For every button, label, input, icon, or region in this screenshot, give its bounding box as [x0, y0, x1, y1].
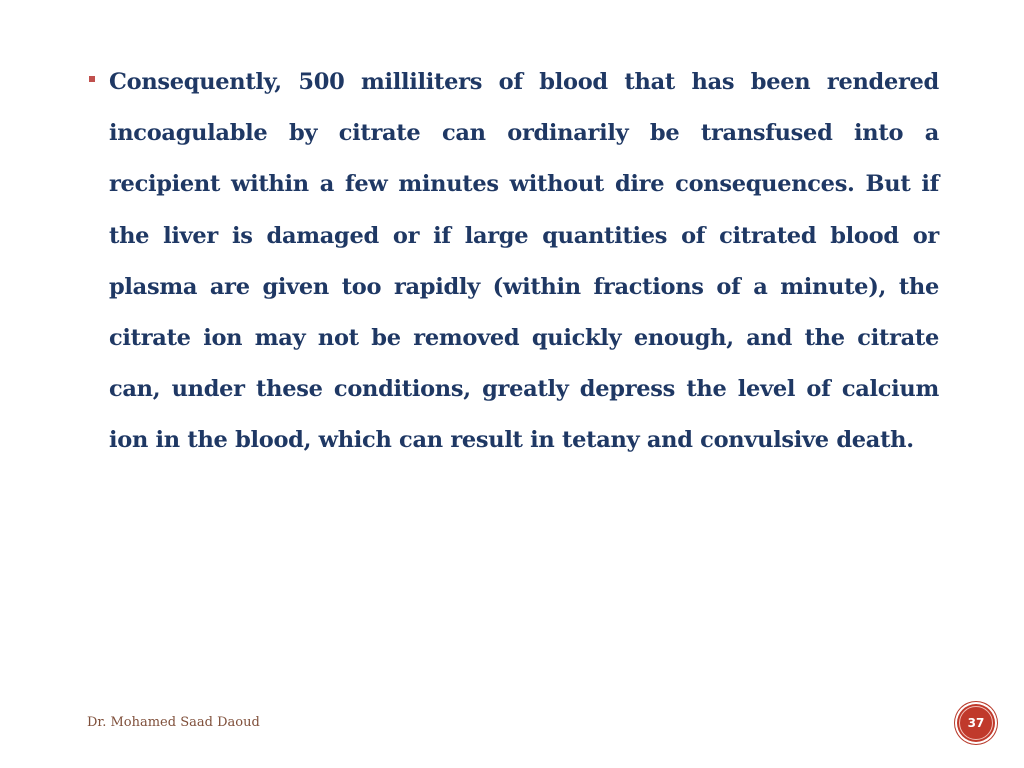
bullet-item [84, 57, 939, 467]
square-bullet-icon [89, 76, 95, 82]
page-number: 37 [959, 706, 993, 740]
bullet-text: Consequently, 500 milliliters of blood that has been rendered incoagulable by citrate can ordinarily be transfused into a recipient within a few minutes without dire consequences. But if the liver is damaged or if large quantities of citrated blood or plasma are given too rapidly (within fractions of a minute), the citrate ion may not be removed quickly enough, and the citrate can, under these conditions, greatly depress the level of calcium ion in the blood, which can result in tetany and convulsive death. [109, 69, 939, 454]
footer-author: Dr. Mohamed Saad Daoud [87, 715, 260, 730]
page-number-badge [955, 702, 997, 744]
bullet-list [84, 57, 939, 467]
